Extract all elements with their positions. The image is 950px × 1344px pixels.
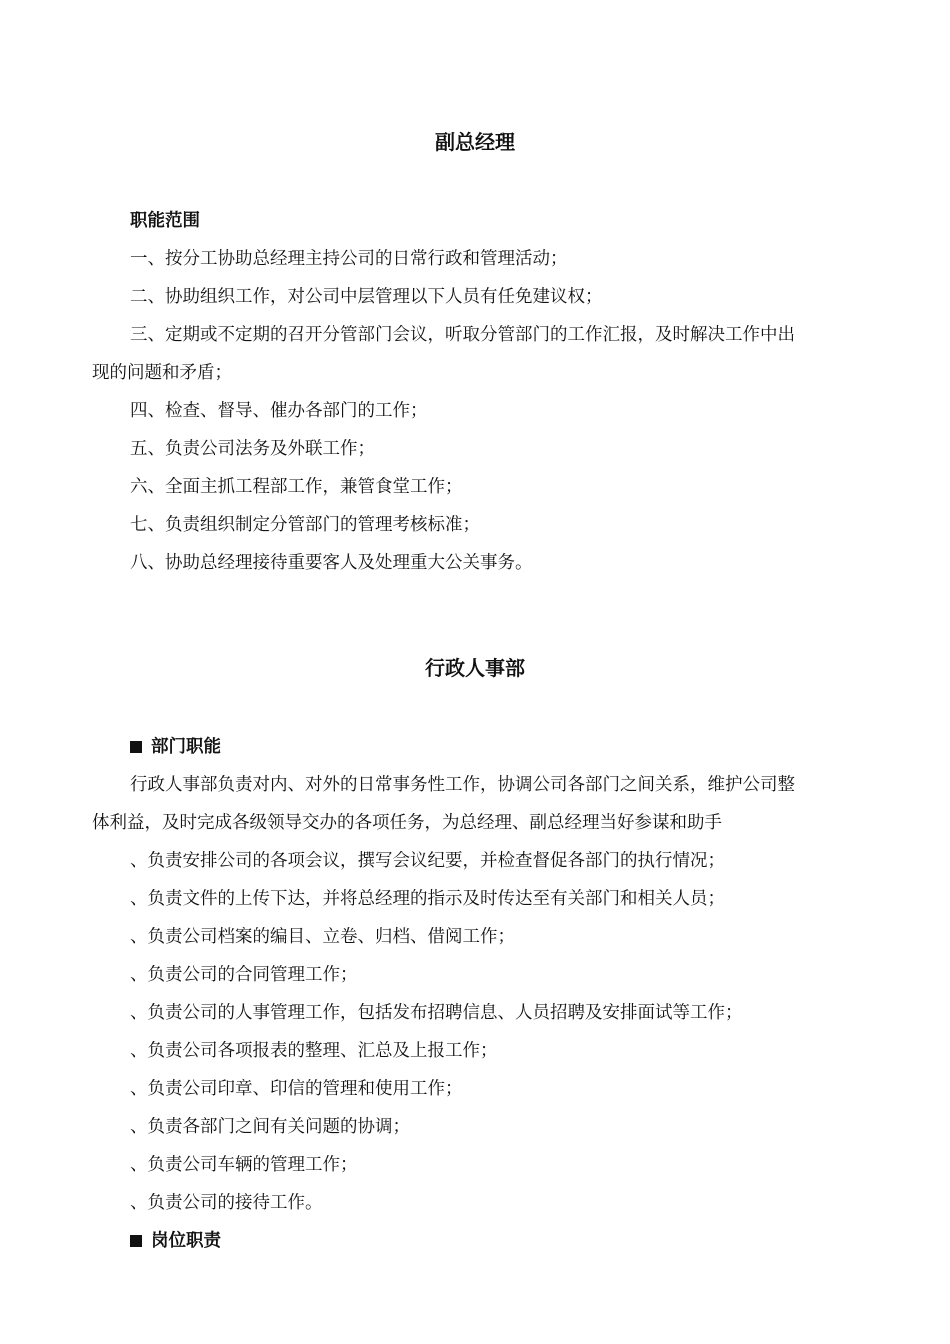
heading-position-duties bbox=[130, 1229, 221, 1253]
list-item-continuation: 现的问题和矛盾； bbox=[92, 363, 232, 383]
square-bullet-icon bbox=[130, 741, 142, 753]
list-item: 、负责公司印章、印信的管理和使用工作； bbox=[130, 1079, 463, 1099]
list-item: 七、负责组织制定分管部门的管理考核标准； bbox=[130, 515, 480, 535]
list-item: 、负责公司各项报表的整理、汇总及上报工作； bbox=[130, 1041, 498, 1061]
list-item: 三、定期或不定期的召开分管部门会议，听取分管部门的工作汇报，及时解决工作中出 bbox=[130, 325, 795, 345]
list-item: 六、全面主抓工程部工作，兼管食堂工作； bbox=[130, 477, 463, 497]
intro-paragraph-line: 体利益，及时完成各级领导交办的各项任务，为总经理、副总经理当好参谋和助手 bbox=[92, 813, 722, 833]
list-item: 、负责安排公司的各项会议，撰写会议纪要，并检查督促各部门的执行情况； bbox=[130, 851, 725, 871]
section-title-admin-hr: 行政人事部 bbox=[425, 656, 525, 680]
list-item: 、负责公司的接待工作。 bbox=[130, 1193, 323, 1213]
intro-paragraph-line: 行政人事部负责对内、对外的日常事务性工作，协调公司各部门之间关系，维护公司整 bbox=[130, 775, 795, 795]
list-item: 、负责公司的合同管理工作； bbox=[130, 965, 358, 985]
section-title-deputy-gm: 副总经理 bbox=[435, 130, 515, 154]
list-item: 一、按分工协助总经理主持公司的日常行政和管理活动； bbox=[130, 249, 568, 269]
list-item: 、负责各部门之间有关问题的协调； bbox=[130, 1117, 410, 1137]
list-item: 、负责公司档案的编目、立卷、归档、借阅工作； bbox=[130, 927, 515, 947]
list-item: 二、协助组织工作，对公司中层管理以下人员有任免建议权； bbox=[130, 287, 603, 307]
heading-department-function-label: 部门职能 bbox=[151, 737, 221, 757]
list-item: 、负责公司车辆的管理工作； bbox=[130, 1155, 358, 1175]
list-item: 五、负责公司法务及外联工作； bbox=[130, 439, 375, 459]
list-item: 、负责文件的上传下达，并将总经理的指示及时传达至有关部门和相关人员； bbox=[130, 889, 725, 909]
heading-position-duties-label: 岗位职责 bbox=[151, 1231, 221, 1251]
list-item: 、负责公司的人事管理工作，包括发布招聘信息、人员招聘及安排面试等工作； bbox=[130, 1003, 743, 1023]
list-item: 八、协助总经理接待重要客人及处理重大公关事务。 bbox=[130, 553, 533, 573]
heading-department-function bbox=[130, 735, 221, 759]
list-item: 四、检查、督导、催办各部门的工作； bbox=[130, 401, 428, 421]
square-bullet-icon bbox=[130, 1235, 142, 1247]
heading-scope: 职能范围 bbox=[130, 211, 200, 231]
